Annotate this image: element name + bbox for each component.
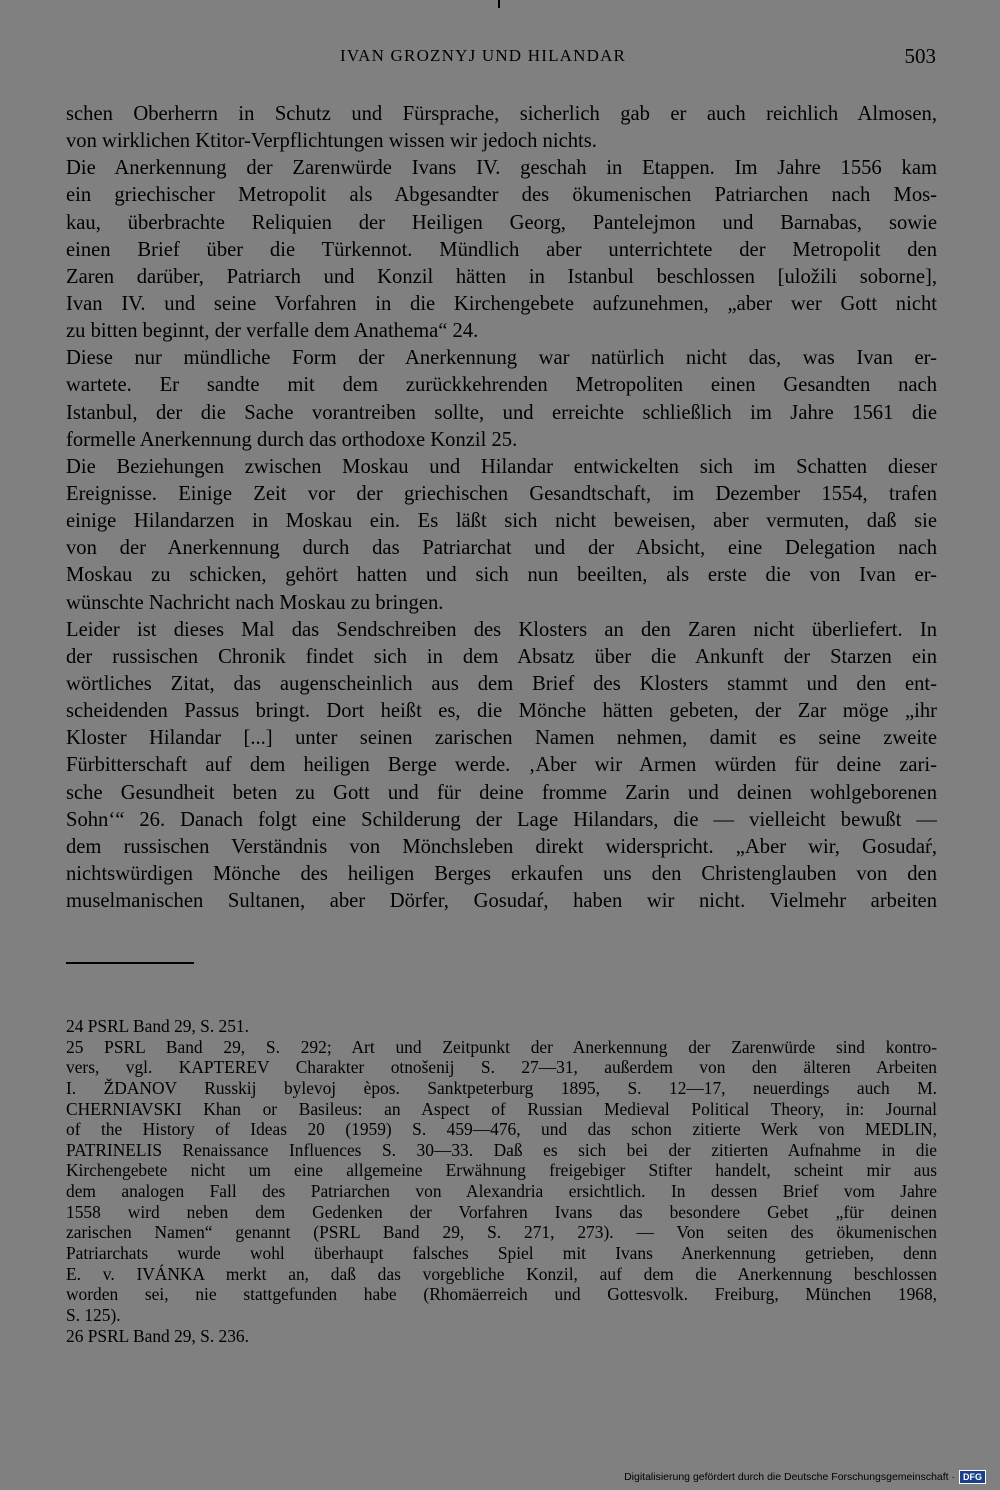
running-title: IVAN GROZNYJ UND HILANDAR — [340, 46, 627, 65]
body-line: von wirklichen Ktitor-Verpflichtungen wissen wir jedoch nichts. — [66, 130, 597, 153]
main-text — [66, 101, 937, 915]
page-number: 503 — [904, 44, 936, 68]
body-line: der russischen Chronik findet sich in dem Absatz über die Ankunft der Starzen ein — [66, 645, 937, 668]
body-line: Leider ist dieses Mal das Sendschreiben des Klosters an den Zaren nicht überliefert. In — [66, 618, 937, 641]
footnote-line: 25 PSRL Band 29, S. 292; Art und Zeitpunkt der Anerkennung der Zarenwürde sind kontro- — [66, 1036, 937, 1057]
running-head — [0, 44, 1000, 74]
body-line: wünschte Nachricht nach Moskau zu bringen. — [66, 591, 444, 614]
footnote-line: worden sei, nie stattgefunden habe (Rhomäerreich und Gottesvolk. Freiburg, München 1968, — [66, 1284, 937, 1305]
footnote-line: CHERNIAVSKI Khan or Basileus: an Aspect of Russian Medieval Political Theory, in: Journal — [66, 1098, 937, 1119]
dfg-logo-icon: DFG — [959, 1470, 986, 1484]
digitization-imprint — [624, 1470, 986, 1484]
body-line: ein griechischer Metropolit als Abgesandter des ökumenischen Patriarchen nach Mos- — [66, 184, 937, 207]
footnote-rule — [66, 962, 194, 964]
body-line: sche Gesundheit beten zu Gott und für deine fromme Zarin und deinen wohlgeborenen — [66, 781, 937, 804]
body-line: wartete. Er sandte mit dem zurückkehrenden Metropoliten einen Gesandten nach — [66, 374, 937, 397]
footnote-line: zarischen Namen“ genannt (PSRL Band 29, S. 271, 273). — Von seiten des ökumenischen — [66, 1222, 937, 1243]
body-line: formelle Anerkennung durch das orthodoxe Konzil 25. — [66, 428, 518, 451]
footnote-line: 26 PSRL Band 29, S. 236. — [66, 1325, 249, 1346]
footnote-line: dem analogen Fall des Patriarchen von Alexandria ersichtlich. In dessen Brief vom Jahre — [66, 1181, 937, 1202]
footnotes — [66, 1016, 937, 1346]
body-line: Fürbitterschaft auf dem heiligen Berge werde. ‚Aber wir Armen würden für deine zari- — [66, 754, 937, 777]
footnote-line: Patriarchats wurde wohl überhaupt falsches Spiel mit Ivans Anerkennung getrieben, denn — [66, 1243, 937, 1264]
body-line: einige Hilandarzen in Moskau ein. Es läßt sich nicht beweisen, aber vermuten, daß sie — [66, 510, 937, 533]
body-line: von der Anerkennung durch das Patriarchat und der Absicht, eine Delegation nach — [66, 537, 937, 560]
footnote-line: I. ŽDANOV Russkij bylevoj èpos. Sanktpeterburg 1895, S. 12—17, neuerdings auch M. — [66, 1077, 937, 1098]
body-line: schen Oberherrn in Schutz und Fürsprache, sicherlich gab er auch reichlich Almosen, — [66, 103, 937, 125]
footnote-line: of the History of Ideas 20 (1959) S. 459—476, und das schon zitierte Werk von MEDLIN, — [66, 1119, 937, 1140]
body-line: scheidenden Passus bringt. Dort heißt es, die Mönche hätten gebeten, der Zar möge „ihr — [66, 700, 937, 723]
body-line: Istanbul, der die Sache vorantreiben sollte, und erreichte schließlich im Jahre 1561 die — [66, 401, 937, 424]
body-line: wörtliches Zitat, das augenscheinlich aus dem Brief des Klosters stammt und den ent- — [66, 672, 937, 695]
body-line: Sohn‘“ 26. Danach folgt eine Schilderung der Lage Hilandars, die — vielleicht bewußt — — [66, 808, 937, 831]
footnote-line: Kirchengebete nicht um eine allgemeine Erwähnung freigebiger Stifter handelt, scheint mir aus — [66, 1160, 937, 1181]
footnote-line: E. v. IVÁNKA merkt an, daß das vorgebliche Konzil, auf dem die Anerkennung beschlossen — [66, 1263, 937, 1284]
footnote-line: S. 125). — [66, 1304, 121, 1325]
body-line: Diese nur mündliche Form der Anerkennung war natürlich nicht das, was Ivan er- — [66, 347, 937, 370]
footnote-line: vers, vgl. KAPTEREV Charakter otnošenij S. 27—31, außerdem von den älteren Arbeiten — [66, 1057, 937, 1078]
body-line: nichtswürdigen Mönche des heiligen Berges erkaufen uns den Christenglauben von den — [66, 862, 937, 885]
body-line: muselmanischen Sultanen, aber Dörfer, Gosudaŕ, haben wir nicht. Vielmehr arbeiten — [66, 890, 937, 913]
body-line: zu bitten beginnt, der verfalle dem Anathema“ 24. — [66, 320, 479, 343]
imprint-text: Digitalisierung gefördert durch die Deutsche Forschungsgemeinschaft · — [624, 1471, 955, 1483]
footnote-line: 1558 wird neben dem Gedenken der Vorfahren Ivans das besondere Gebet „für deinen — [66, 1201, 937, 1222]
body-line: einen Brief über die Türkennot. Mündlich aber unterrichtete der Metropolit den — [66, 238, 937, 261]
body-line: dem russischen Verständnis von Mönchsleben direkt widerspricht. „Aber wir, Gosudaŕ, — [66, 835, 937, 858]
body-line: Kloster Hilandar [...] unter seinen zarischen Namen nehmen, damit es seine zweite — [66, 727, 937, 750]
body-line: Ivan IV. und seine Vorfahren in die Kirchengebete aufzunehmen, „aber wer Gott nicht — [66, 292, 937, 315]
footnote-line: 24 PSRL Band 29, S. 251. — [66, 1016, 249, 1036]
body-line: Ereignisse. Einige Zeit vor der griechischen Gesandtschaft, im Dezember 1554, trafen — [66, 482, 937, 505]
body-line: Moskau zu schicken, gehört hatten und sich nun beeilten, als erste die von Ivan er- — [66, 564, 937, 587]
footnote-line: PATRINELIS Renaissance Influences S. 30—33. Daß es sich bei der zitierten Aufnahme in die — [66, 1139, 937, 1160]
body-line: Die Beziehungen zwischen Moskau und Hilandar entwickelten sich im Schatten dieser — [66, 455, 937, 478]
body-line: kau, überbrachte Reliquien der Heiligen Georg, Pantelejmon und Barnabas, sowie — [66, 211, 937, 234]
top-edge-mark — [498, 0, 500, 8]
body-line: Die Anerkennung der Zarenwürde Ivans IV. geschah in Etappen. Im Jahre 1556 kam — [66, 157, 937, 180]
body-line: Zaren darüber, Patriarch und Konzil hätten in Istanbul beschlossen [uložili soborne], — [66, 265, 937, 288]
